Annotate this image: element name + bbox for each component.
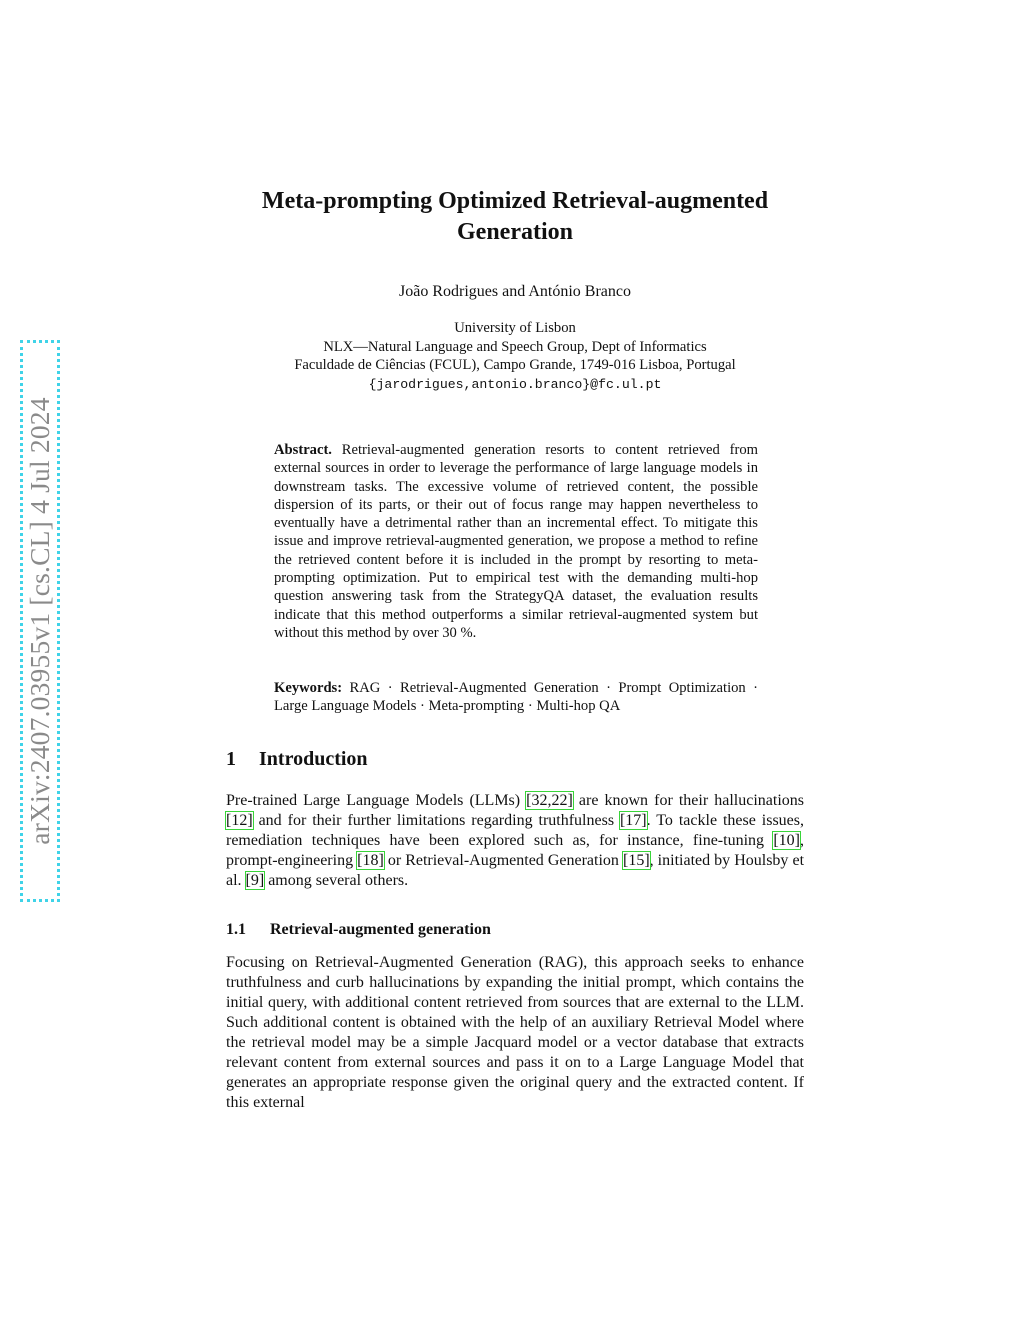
section-number: 1 [226, 748, 236, 770]
text-run: Pre-trained Large Language Models (LLMs) [226, 792, 527, 809]
keywords [274, 679, 758, 716]
arxiv-stamp [20, 340, 60, 902]
subsection-heading-rag [226, 921, 491, 939]
text-run: are known for their hallucinations [572, 792, 804, 809]
text-run: and for their further limitations regarding truthfulness [252, 812, 620, 829]
title-line-1: Meta-prompting Optimized Retrieval-augmented [261, 188, 769, 214]
text-run: among several others. [264, 872, 409, 889]
authors: João Rodrigues and António Branco [399, 283, 631, 300]
section-title: Introduction [259, 748, 368, 770]
abstract-label: Abstract. [274, 442, 332, 458]
keywords-label: Keywords: [274, 680, 343, 696]
affiliation-address: Faculdade de Ciências (FCUL), Campo Grande, 1749-016 Lisboa, Portugal [294, 357, 736, 373]
affiliation [215, 319, 815, 394]
citation-link[interactable]: [12] [226, 812, 253, 829]
section-heading-introduction [226, 748, 368, 771]
citation-link[interactable]: [10] [773, 832, 800, 849]
citation-link[interactable]: [17] [619, 812, 647, 829]
author-email: {jarodrigues,antonio.branco}@fc.ul.pt [368, 376, 662, 392]
citation-link[interactable]: [32,22] [526, 792, 573, 809]
paper-title [215, 186, 815, 248]
text-run: or Retrieval-Augmented Generation [383, 852, 623, 869]
text-run: , prompt-engineering [226, 832, 804, 869]
affiliation-group: NLX—Natural Language and Speech Group, Dept of Informatics [323, 338, 707, 355]
text-run: . To tackle these issues, remediation techniques have been explored such as, for instance, fine-tuning [226, 812, 804, 849]
introduction-paragraph [226, 791, 804, 891]
rag-paragraph: Focusing on Retrieval-Augmented Generation (RAG), this approach seeks to enhance truthfulness and curb hallucinations by expanding the initial prompt, which contains the initial query, with additional content retrieved from sources that are external to the LLM. Such additional content is obtained with the help of an auxiliary Retrieval Model where the retrieval model may be a simple Jacquard model or a vector database that extracts relevant content from external sources and pass it on to a Large Language Model that generates an appropriate response given the original query and the extracted content. If this external [226, 954, 804, 1111]
abstract-text: Retrieval-augmented generation resorts to content retrieved from external sources in order to leverage the performance of large language models in downstream tasks. The excessive volume of retrieved content, the possible dispersion of its parts, or their out of focus range may happen nevertheless to eventually have a detrimental rather than an incremental effect. To mitigate this issue and improve retrieval-augmented generation, we propose a method to refine the retrieved content before it is included in the prompt by resorting to meta-prompting optimization. Put to empirical test with the demanding multi-hop question answering task from the StrategyQA dataset, the evaluation results indicate that this method outperforms a similar retrieval-augmented system but without this method by over 30 %. [274, 442, 758, 641]
citation-link[interactable]: [18] [357, 852, 384, 869]
subsection-title: Retrieval-augmented generation [270, 921, 491, 938]
text-run: , initiated by Houlsby et al. [226, 852, 805, 889]
citation-link[interactable]: [9] [245, 872, 265, 889]
affiliation-university: University of Lisbon [454, 320, 576, 336]
arxiv-stamp-text: arXiv:2407.03955v1 [cs.CL] 4 Jul 2024 [24, 397, 55, 845]
abstract [274, 441, 758, 642]
citation-link[interactable]: [15] [622, 852, 650, 869]
title-line-2: Generation [457, 219, 573, 245]
subsection-number: 1.1 [226, 921, 246, 938]
keywords-text: RAG · Retrieval-Augmented Generation · Prompt Optimization · Large Language Models · Meta-prompting · Multi-hop QA [274, 680, 758, 715]
